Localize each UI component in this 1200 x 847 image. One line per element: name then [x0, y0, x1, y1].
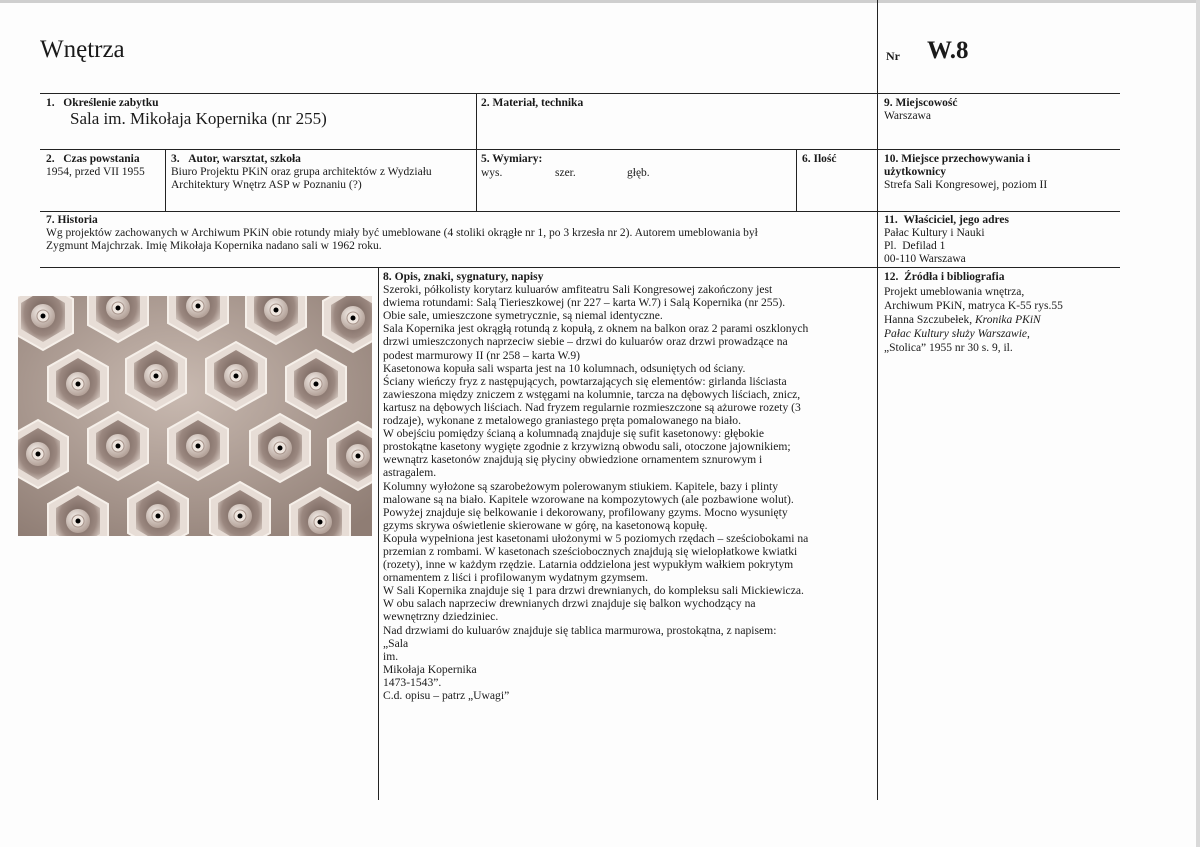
field8-line: Kolumny wyłożone są szarobeżowym polerowanym stiukiem. Kapitele, bazy i plinty: [383, 479, 779, 493]
field8-line: wewnętrzny dziedziniec.: [383, 610, 499, 624]
field11-label: 11. Właściciel, jego adres: [884, 214, 1009, 226]
field8-block: [383, 270, 873, 702]
divider-right-column: [877, 0, 878, 800]
divider-row-4: [40, 267, 1120, 268]
divider-row-2: [40, 149, 1120, 150]
ceiling-coffers-photo: [18, 296, 372, 536]
field10-label-line1: 10. Miejsce przechowywania i: [884, 153, 1031, 165]
scan-edge-right: [1196, 0, 1200, 847]
field8-line: malowane są na biało. Kapitele wzorowane na kompozytowych (ale pozbawione wolut).: [383, 492, 794, 506]
field12-line5: „Stolica” 1955 nr 30 s. 9, il.: [884, 342, 1013, 354]
field12-title-part1: Kronika PKiN: [975, 314, 1041, 326]
field8-line: astragalem.: [383, 466, 437, 480]
divider-col-ilosc: [796, 149, 797, 211]
field5-wys: wys.: [481, 167, 503, 179]
field8-line: Obie sale, umieszczone symetrycznie, są niemal identyczne.: [383, 309, 663, 323]
field5-label: 5. Wymiary:: [481, 153, 543, 165]
field8-line: ornamentem z liści i profilowanym wydatnym gzymsem.: [383, 571, 648, 585]
field8-line: dwiema rotundami: Salą Tierieszkowej (nr 227 – karta W.7) i Salą Kopernika (nr 255).: [383, 296, 786, 310]
field8-line: kartusz na dębowych liściach. Nad fryzem regularnie rozmieszczone są ażurowe rozety (3: [383, 400, 801, 414]
field8-line: prostokątne kasetony wygięte zgodnie z krzywizną obwodu sali, otoczone jajownikiem;: [383, 440, 791, 454]
field8-line: gzyms skrywa oświetlenie skierowane w górę, na kasetonową kopułę.: [383, 518, 708, 532]
field8-line: 1473-1543”.: [383, 675, 442, 689]
field8-line: W obejściu pomiędzy ścianą a kolumnadą znajduje się sufit kasetonowy: głębokie: [383, 427, 764, 441]
field8-line: drzwi umieszczonych naprzeciw siebie – drzwi do kuluarów oraz drzwi prowadzące na: [383, 335, 788, 349]
field8-line: „Sala: [383, 636, 409, 650]
field5-szer: szer.: [555, 167, 576, 179]
field11-line3: 00-110 Warszawa: [884, 253, 966, 265]
field8-line: podest marmurowy II (nr 258 – karta W.9): [383, 348, 581, 362]
field1-value: Sala im. Mikołaja Kopernika (nr 255): [70, 109, 327, 128]
divider-row-3: [40, 211, 1120, 212]
nr-label: Nr: [886, 49, 900, 63]
field8-line: Sala Kopernika jest okrągłą rotundą z kopułą, z oknem na balkon oraz 2 parami oszklonych: [383, 322, 809, 336]
field12-line4: [884, 328, 1030, 341]
field11-line2: Pl. Defilad 1: [884, 240, 946, 252]
field12-line3: [884, 314, 1041, 327]
czas-value: 1954, przed VII 1955: [46, 166, 145, 178]
field8-line: C.d. opisu – patrz „Uwagi”: [383, 689, 510, 702]
divider-col-czas: [165, 149, 166, 211]
field6-label: 6. Ilość: [802, 153, 837, 165]
field8-line: Ściany wieńczy fryz z następujących, powtarzających się elementów: girlanda liściasta: [383, 374, 787, 388]
field9-label: 9. Miejscowość: [884, 97, 958, 109]
field8-line: wewnątrz kasetonów znajdują się płyciny obwiedzione ornamentem sznurowym i: [383, 453, 763, 467]
field12-author: Hanna Szczubełek,: [884, 314, 976, 326]
field10-label-line2: użytkownicy: [884, 166, 946, 178]
field8-lines: [383, 283, 873, 702]
nr-value: W.8: [927, 37, 969, 64]
field12-comma: ,: [1027, 328, 1030, 340]
field8-line: W Sali Kopernika znajduje się 1 para drzwi drewnianych, do kompleksu sali Mickiewicza.: [383, 584, 804, 598]
field12-line2: Archiwum PKiN, matryca K-55 rys.55: [884, 300, 1063, 312]
field8-line: Kasetonowa kopuła sali wsparta jest na 10 kolumnach, odsuniętych od ściany.: [383, 361, 746, 375]
czas-label: 2. Czas powstania: [46, 153, 140, 165]
field8-line: rodzaje), wykonane z metalowego graniastego pręta pomalowanego na biało.: [383, 414, 741, 428]
field7-label: 7. Historia: [46, 214, 98, 226]
divider-col-opis: [378, 267, 379, 800]
scan-edge: [0, 0, 1200, 3]
field12-line1: Projekt umeblowania wnętrza,: [884, 286, 1025, 298]
field1-label: 1. Określenie zabytku: [46, 97, 159, 109]
field10-value: Strefa Sali Kongresowej, poziom II: [884, 179, 1048, 191]
divider-header: [40, 93, 1120, 94]
field7-line1: Wg projektów zachowanych w Archiwum PKiN obie rotundy miały być umeblowane (4 stoliki okrągłe nr 1, po 3 krzesła nr 2). Autorem umeblowania był: [46, 227, 758, 239]
field9-value: Warszawa: [884, 110, 931, 122]
field12-title-part2: Pałac Kultury służy Warszawie: [884, 328, 1028, 340]
field8-line: przemian z rombami. W kasetonach sześciobocznych znajdują się wielopłatkowe kwiatki: [383, 544, 798, 558]
field5-glab: głęb.: [627, 167, 650, 179]
field8-line: im.: [383, 649, 399, 663]
field8-line: Mikołaja Kopernika: [383, 662, 477, 676]
field8-line: Nad drzwiami do kuluarów znajduje się tablica marmurowa, prostokątna, z napisem:: [383, 623, 777, 637]
field8-line: Kopuła wypełniona jest kasetonami ułożonymi w 5 poziomych rzędach – sześciobokami na: [383, 531, 809, 545]
field11-line1: Pałac Kultury i Nauki: [884, 227, 985, 239]
field8-line: (rozety), inne w każdym rzędzie. Latarnia oddzielona jest wypukłym wałkiem pokrytym: [383, 558, 794, 572]
field8-line: W obu salach naprzeciw drewnianych drzwi znajduje się balkon wychodzący na: [383, 597, 756, 611]
field8-line: zawieszona między zniczem z wstęgami na kolumnie, tarcza na dębowych liściach, znicz,: [383, 387, 801, 401]
field8-line: Powyżej znajduje się belkowanie i dekorowany, profilowany gzyms. Mocno wysunięty: [383, 505, 788, 519]
field7-line2: Zygmunt Majchrzak. Imię Mikołaja Kopernika nadano sali w 1962 roku.: [46, 240, 382, 252]
field8-line: Szeroki, półkolisty korytarz kuluarów amfiteatru Sali Kongresowej zakończony jest: [383, 283, 773, 297]
field8-label: 8. Opis, znaki, sygnatury, napisy: [383, 270, 544, 283]
page-title: Wnętrza: [40, 36, 125, 63]
field12-label: 12. Źródła i bibliografia: [884, 271, 1005, 283]
divider-col-2: [476, 93, 477, 211]
field3-label: 3. Autor, warsztat, szkoła: [171, 153, 301, 165]
field2-label: 2. Materiał, technika: [481, 97, 584, 109]
field3-value-line1: Biuro Projektu PKiN oraz grupa architektów z Wydziału: [171, 166, 432, 178]
field3-value-line2: Architektury Wnętrz ASP w Poznaniu (?): [171, 179, 362, 191]
